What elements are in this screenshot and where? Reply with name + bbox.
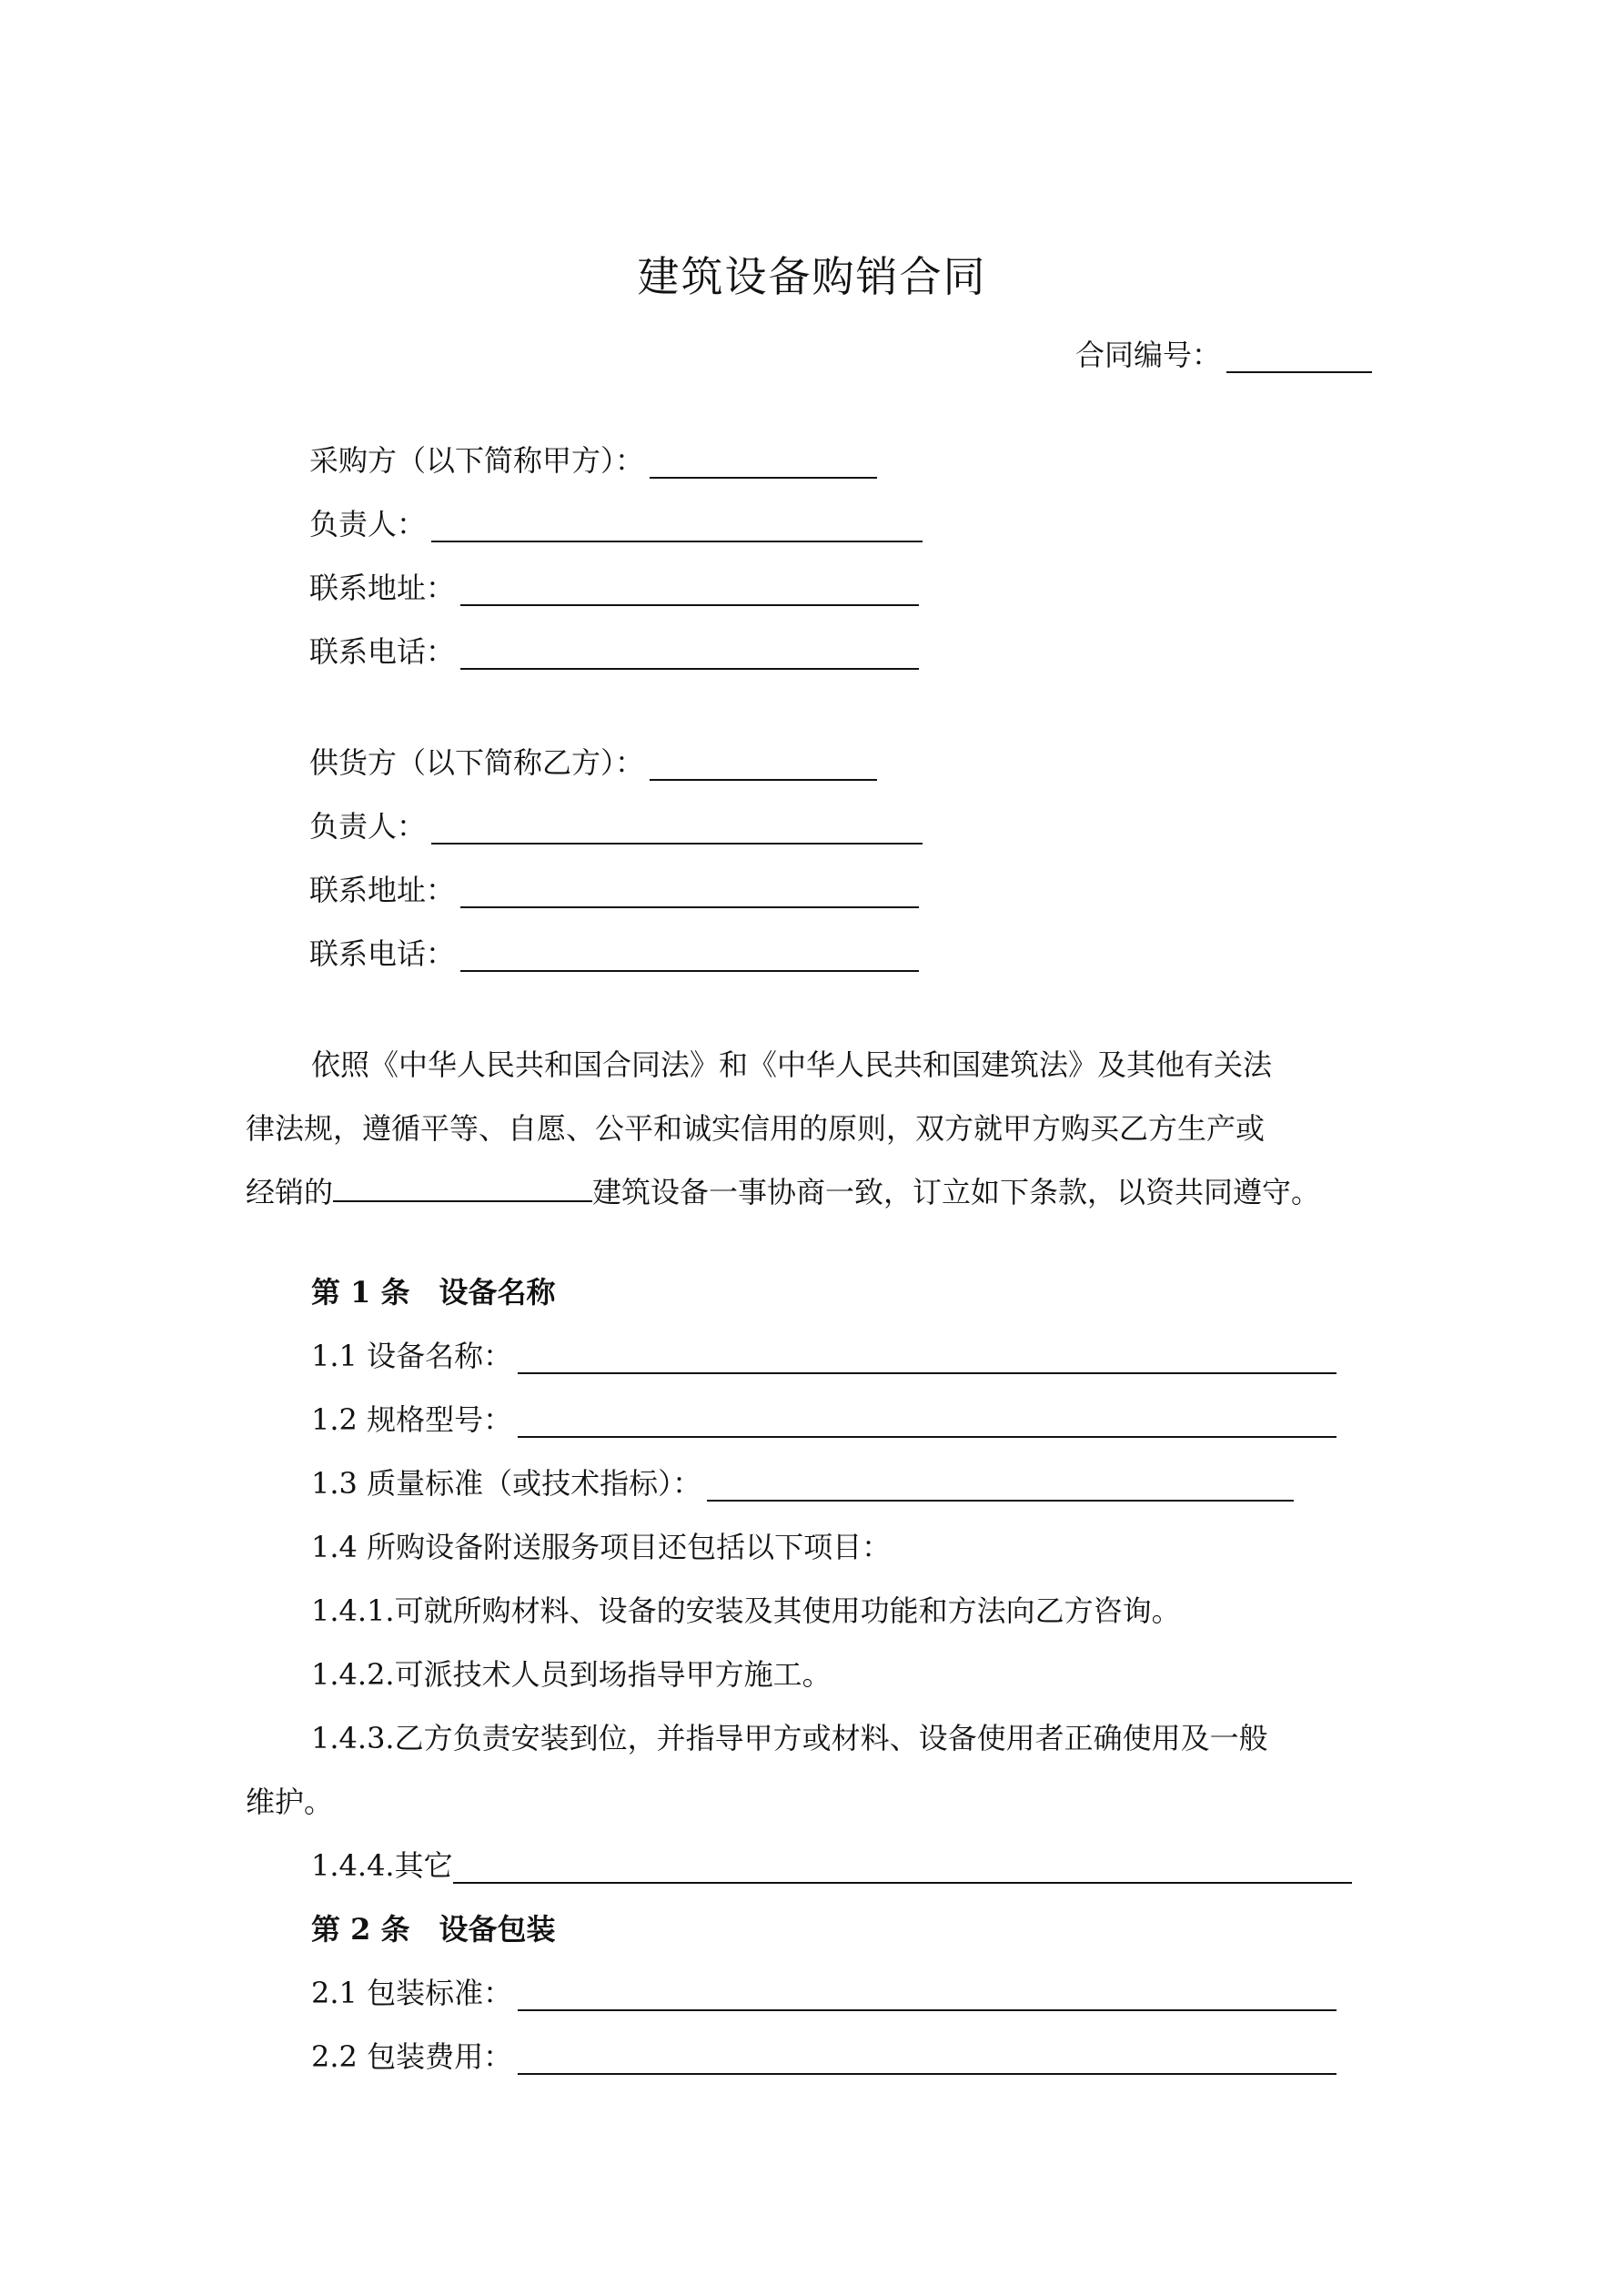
contract-number-label: 合同编号： [1075,338,1222,372]
buyer-phone-label: 联系电话： [309,634,456,669]
article-2-heading: 第 2 条 设备包装 [311,1912,556,1947]
buyer-person-row [309,506,923,542]
buyer-address-row [309,570,919,606]
buyer-name-row [309,442,877,479]
buyer-address-field[interactable] [460,573,919,606]
preamble-paragraph [246,1033,1383,1224]
model-spec-field[interactable] [518,1405,1337,1438]
preamble-text-3a: 经销的 [246,1175,334,1209]
seller-name-field[interactable] [650,748,877,781]
item-1-4-4-row [311,1847,1352,1884]
preamble-line-3 [246,1160,1383,1224]
article-1-heading: 第 1 条 设备名称 [311,1275,556,1310]
buyer-person-label: 负责人： [309,507,427,541]
buyer-header: 采购方（以下简称甲方）： [309,443,645,478]
seller-person-row [309,808,923,845]
packaging-standard-field[interactable] [518,1978,1337,2011]
item-1-4-2: 1.4.2.可派技术人员到场指导甲方施工。 [311,1657,832,1692]
contract-number-field[interactable] [1226,340,1372,373]
item-2-1-row [311,1975,1337,2011]
buyer-person-field[interactable] [431,510,923,542]
seller-header: 供货方（以下简称乙方）： [309,745,645,780]
item-1-3-row [311,1465,1294,1502]
equipment-name-field[interactable] [518,1341,1337,1374]
preamble-line-2: 律法规，遵循平等、自愿、公平和诚实信用的原则，双方就甲方购买乙方生产或 [246,1111,1266,1146]
item-1-4-4-label: 1.4.4.其它 [311,1848,453,1883]
contract-number-row [1075,337,1372,373]
seller-name-row [309,744,877,781]
seller-address-label: 联系地址： [309,873,456,907]
buyer-phone-row [309,633,919,670]
seller-phone-row [309,936,919,972]
item-1-4: 1.4 所购设备附送服务项目还包括以下项目： [311,1530,892,1564]
packaging-cost-field[interactable] [518,2042,1337,2075]
document-title: 建筑设备购销合同 [637,252,987,301]
item-1-1-label: 1.1 设备名称： [311,1339,513,1373]
preamble-line-1 [246,1033,1383,1097]
item-1-2-label: 1.2 规格型号： [311,1402,513,1437]
item-2-2-row [311,2038,1337,2075]
item-1-4-1: 1.4.1.可就所购材料、设备的安装及其使用功能和方法向乙方咨询。 [311,1593,1181,1628]
seller-address-row [309,872,919,908]
preamble-text-3b: 建筑设备一事协商一致，订立如下条款，以资共同遵守。 [592,1175,1321,1209]
seller-phone-field[interactable] [460,939,919,972]
item-1-4-3-line-1: 1.4.3.乙方负责安装到位，并指导甲方或材料、设备使用者正确使用及一般 [311,1721,1268,1755]
quality-standard-field[interactable] [707,1469,1294,1502]
seller-address-field[interactable] [460,875,919,908]
item-1-4-3-line-2: 维护。 [246,1785,334,1819]
other-services-field[interactable] [453,1851,1352,1884]
buyer-address-label: 联系地址： [309,571,456,605]
seller-person-label: 负责人： [309,809,427,844]
buyer-name-field[interactable] [650,446,877,479]
item-1-1-row [311,1338,1337,1374]
seller-phone-label: 联系电话： [309,936,456,971]
equipment-type-field[interactable] [333,1173,592,1202]
item-2-1-label: 2.1 包装标准： [311,1976,513,2010]
item-2-2-label: 2.2 包装费用： [311,2039,513,2074]
item-1-3-label: 1.3 质量标准（或技术指标）： [311,1466,702,1501]
buyer-phone-field[interactable] [460,637,919,670]
item-1-2-row [311,1401,1337,1438]
preamble-text-1: 依照《中华人民共和国合同法》和《中华人民共和国建筑法》及其他有关法 [311,1047,1273,1082]
seller-person-field[interactable] [431,812,923,845]
